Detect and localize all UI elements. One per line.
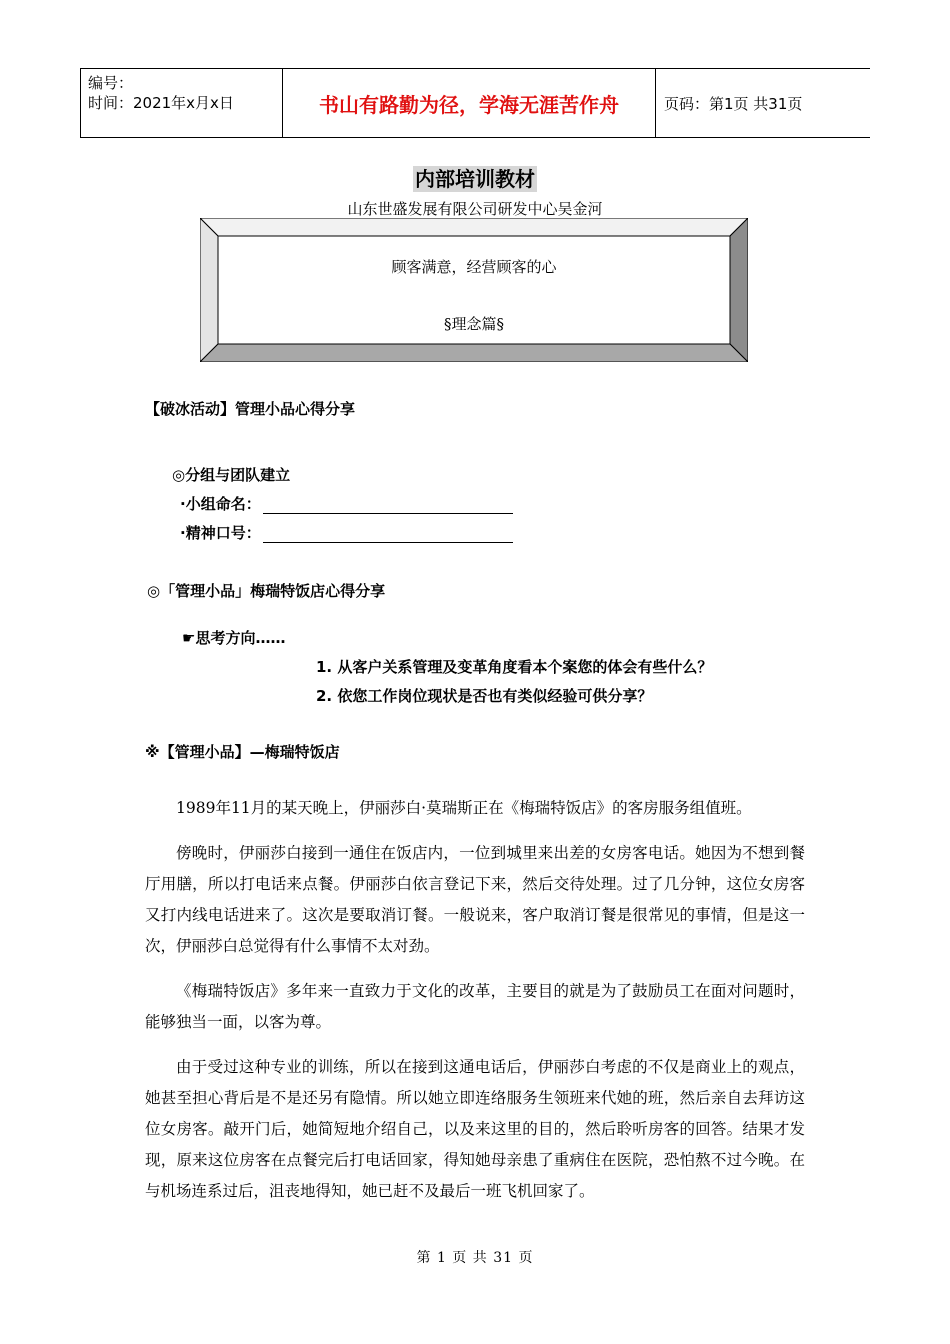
header-motto: 书山有路勤为径，学海无涯苦作舟 [319, 92, 619, 117]
doc-title-wrap [0, 163, 950, 192]
doc-subtitle: 山东世盛发展有限公司研发中心吴金河 [347, 200, 603, 218]
header-meta [88, 73, 234, 113]
group-heading: ◎分组与团队建立 [172, 466, 291, 484]
share-heading: ◎「管理小品」梅瑞特饭店心得分享 [147, 582, 386, 600]
paragraph: 1989年11月的某天晚上，伊丽莎白·莫瑞斯正在《梅瑞特饭店》的客房服务组值班。 [176, 799, 752, 817]
icebreak-heading: 【破冰活动】管理小品心得分享 [145, 400, 356, 418]
think-heading: ☛思考方向…… [182, 629, 286, 647]
case-heading: ※【管理小品】—梅瑞特饭店 [145, 743, 340, 761]
paragraph: 由于受过这种专业的训练，所以在接到这通电话后，伊丽莎白考虑的不仅是商业上的观点，她甚至担心背后是不是还另有隐情。所以她立即连络服务生领班来代她的班，然后亲自去拜访这位女房客。敲开门后，她简短地介绍自己，以及来这里的目的，然后聆听房客的回答。结果才发现，原来这位房客在点餐完后打电话回家，得知她母亲患了重病住在医院，恐怕熬不过今晚。在与机场连系过后，沮丧地得知，她已赶不及最后一班飞机回家了。 [145, 1058, 805, 1200]
paragraph: 《梅瑞特饭店》多年来一直致力于文化的改革，主要目的就是为了鼓励员工在面对问题时，能够独当一面，以客为尊。 [145, 982, 805, 1031]
header-page-label: 页码：第1页 共31页 [664, 94, 803, 113]
slogan-field[interactable] [263, 526, 513, 543]
case-body [145, 793, 805, 1221]
bevel-frame-graphic [200, 218, 748, 362]
header-divider [655, 69, 656, 137]
group-name-field[interactable] [263, 497, 513, 514]
time-label: 时间：2021年x月x日 [88, 94, 234, 112]
slogan-row [180, 522, 513, 543]
bevel-frame [200, 218, 748, 362]
group-name-row [180, 493, 513, 514]
header-divider [80, 69, 81, 137]
doc-title: 内部培训教材 [415, 167, 535, 191]
number-label: 编号： [88, 74, 134, 92]
question-1: 1. 从客户关系管理及变革角度看本个案您的体会有些什么？ [316, 658, 713, 676]
box-line-2: §理念篇§ [443, 315, 504, 333]
group-name-label: ·小组命名： [180, 495, 261, 513]
slogan-label: ·精神口号： [180, 524, 261, 542]
box-line-1: 顾客满意，经营顾客的心 [391, 258, 557, 276]
paragraph: 傍晚时，伊丽莎白接到一通住在饭店内，一位到城里来出差的女房客电话。她因为不想到餐厅用膳，所以打电话来点餐。伊丽莎白依言登记下来，然后交待处理。过了几分钟，这位女房客又打内线电话进来了。这次是要取消订餐。一般说来，客户取消订餐是很常见的事情，但是这一次，伊丽莎白总觉得有什么事情不太对劲。 [145, 844, 805, 955]
question-2: 2. 依您工作岗位现状是否也有类似经验可供分享？ [316, 687, 653, 705]
document-header [80, 68, 870, 138]
page-footer: 第 1 页 共 31 页 [416, 1250, 534, 1266]
